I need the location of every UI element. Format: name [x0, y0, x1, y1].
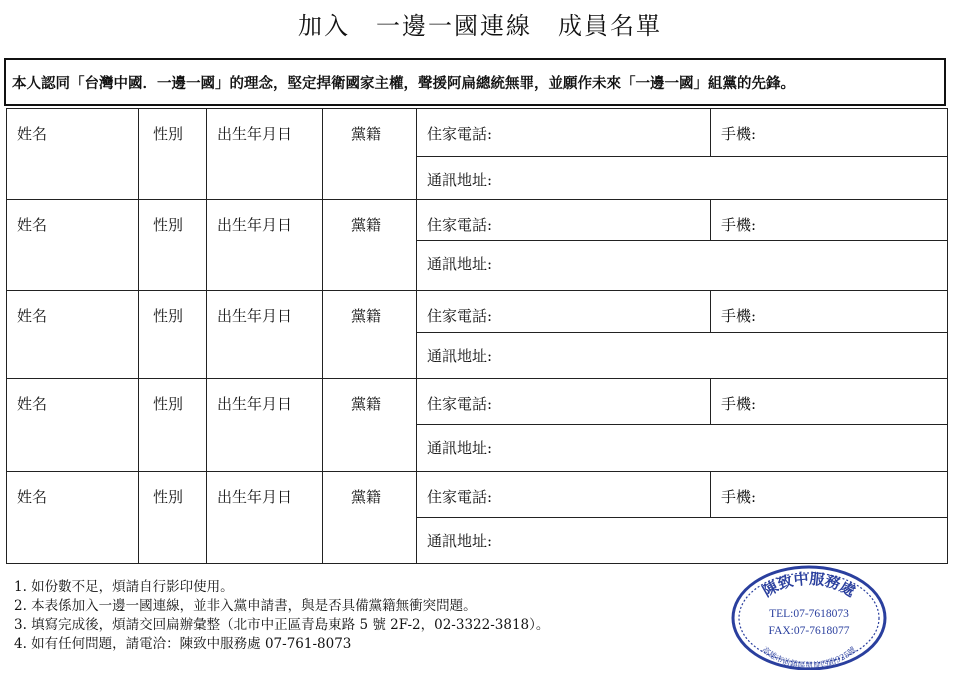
birthdate-field[interactable] [207, 472, 323, 563]
gender-label: 性別 [153, 216, 184, 234]
mobile-label: 手機: [721, 395, 757, 413]
stamp-bottom-text: 高雄市前鎮區凱旋四路925號 [760, 645, 858, 670]
mobile-label: 手機: [721, 216, 757, 234]
home-phone-field[interactable] [417, 291, 711, 332]
contact-details [417, 379, 947, 471]
birthdate-label: 出生年月日 [217, 307, 293, 325]
address-field[interactable] [417, 241, 947, 290]
birthdate-label: 出生年月日 [217, 395, 293, 413]
name-field[interactable] [7, 109, 139, 199]
contact-details [417, 109, 947, 199]
birthdate-label: 出生年月日 [217, 125, 293, 143]
name-field[interactable] [7, 200, 139, 290]
home-phone-label: 住家電話: [427, 307, 493, 325]
member-row [6, 200, 948, 291]
member-row [6, 108, 948, 200]
contact-details [417, 291, 947, 378]
gender-field[interactable] [139, 291, 207, 378]
mobile-label: 手機: [721, 488, 757, 506]
party-field[interactable] [323, 291, 417, 378]
name-label: 姓名 [17, 307, 48, 325]
gender-field[interactable] [139, 109, 207, 199]
office-stamp [730, 562, 888, 670]
name-field[interactable] [7, 472, 139, 563]
phone-band [417, 472, 947, 518]
contact-details [417, 472, 947, 563]
page-title: 加入 一邊一國連線 成員名單 [298, 12, 662, 40]
party-label: 黨籍 [351, 125, 382, 143]
name-label: 姓名 [17, 216, 48, 234]
address-label: 通訊地址: [427, 171, 493, 189]
notes-section [14, 578, 694, 654]
birthdate-field[interactable] [207, 200, 323, 290]
contact-details [417, 200, 947, 290]
stamp-top-text: 陳致中服務處 [759, 569, 859, 601]
gender-label: 性別 [153, 488, 184, 506]
address-label: 通訊地址: [427, 255, 493, 273]
home-phone-label: 住家電話: [427, 125, 493, 143]
note-item: 2. 本表係加入一邊一國連線，並非入黨申請書，與是否具備黨籍無衝突問題。 [14, 598, 477, 614]
party-field[interactable] [323, 379, 417, 471]
home-phone-label: 住家電話: [427, 488, 493, 506]
home-phone-label: 住家電話: [427, 216, 493, 234]
stamp-tel: TEL:07-7618073 [769, 608, 849, 620]
note-item: 1. 如份數不足，煩請自行影印使用。 [14, 579, 234, 595]
birthdate-label: 出生年月日 [217, 488, 293, 506]
mobile-label: 手機: [721, 307, 757, 325]
gender-field[interactable] [139, 472, 207, 563]
home-phone-field[interactable] [417, 109, 711, 156]
party-label: 黨籍 [351, 395, 382, 413]
name-field[interactable] [7, 379, 139, 471]
party-field[interactable] [323, 200, 417, 290]
party-label: 黨籍 [351, 307, 382, 325]
phone-band [417, 379, 947, 425]
birthdate-field[interactable] [207, 109, 323, 199]
phone-band [417, 200, 947, 241]
mobile-field[interactable] [711, 291, 947, 332]
phone-band [417, 109, 947, 157]
party-field[interactable] [323, 472, 417, 563]
birthdate-field[interactable] [207, 379, 323, 471]
stamp-fax: FAX:07-7618077 [768, 625, 850, 637]
address-field[interactable] [417, 157, 947, 199]
address-field[interactable] [417, 425, 947, 471]
mobile-label: 手機: [721, 125, 757, 143]
member-row [6, 472, 948, 564]
gender-label: 性別 [153, 395, 184, 413]
address-field[interactable] [417, 518, 947, 563]
mobile-field[interactable] [711, 472, 947, 517]
note-item: 3. 填寫完成後，煩請交回扁辦彙整（北市中正區青島東路 5 號 2F-2，02-3322-3818）。 [14, 617, 550, 633]
home-phone-label: 住家電話: [427, 395, 493, 413]
home-phone-field[interactable] [417, 472, 711, 517]
address-field[interactable] [417, 333, 947, 378]
mobile-field[interactable] [711, 379, 947, 424]
gender-label: 性別 [153, 307, 184, 325]
party-label: 黨籍 [351, 216, 382, 234]
party-label: 黨籍 [351, 488, 382, 506]
address-label: 通訊地址: [427, 347, 493, 365]
gender-field[interactable] [139, 379, 207, 471]
member-row [6, 379, 948, 472]
endorsement-statement: 本人認同「台灣中國．一邊一國」的理念，堅定捍衛國家主權，聲援阿扁總統無罪，並願作未來「一邊一國」組黨的先鋒。 [4, 58, 946, 106]
party-field[interactable] [323, 109, 417, 199]
name-label: 姓名 [17, 488, 48, 506]
gender-field[interactable] [139, 200, 207, 290]
address-label: 通訊地址: [427, 532, 493, 550]
phone-band [417, 291, 947, 333]
birthdate-field[interactable] [207, 291, 323, 378]
name-label: 姓名 [17, 125, 48, 143]
name-label: 姓名 [17, 395, 48, 413]
mobile-field[interactable] [711, 109, 947, 156]
home-phone-field[interactable] [417, 379, 711, 424]
gender-label: 性別 [153, 125, 184, 143]
address-label: 通訊地址: [427, 439, 493, 457]
mobile-field[interactable] [711, 200, 947, 240]
home-phone-field[interactable] [417, 200, 711, 240]
member-row [6, 291, 948, 379]
name-field[interactable] [7, 291, 139, 378]
note-item: 4. 如有任何問題，請電洽：陳致中服務處 07-761-8073 [14, 636, 352, 652]
birthdate-label: 出生年月日 [217, 216, 293, 234]
